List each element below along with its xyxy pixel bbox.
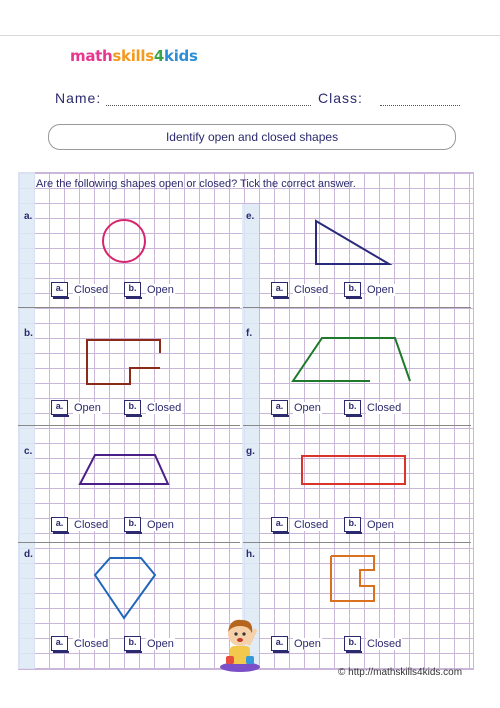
option-label: Open bbox=[147, 283, 174, 296]
question-letter: f. bbox=[246, 328, 253, 339]
option-label: Open bbox=[294, 401, 321, 414]
kid-mascot-illustration bbox=[216, 612, 264, 672]
class-label: Class: bbox=[318, 90, 363, 106]
shape-g-rectangle bbox=[302, 456, 405, 484]
option-a[interactable] bbox=[51, 517, 109, 532]
logo-part-skills: skills bbox=[112, 47, 154, 65]
option-b[interactable] bbox=[344, 282, 395, 297]
checkbox[interactable]: a. bbox=[271, 282, 288, 297]
option-b[interactable] bbox=[344, 400, 402, 415]
option-label: Closed bbox=[367, 637, 402, 650]
shape-c-trapezoid bbox=[80, 455, 168, 484]
option-b[interactable] bbox=[344, 517, 395, 532]
checkbox[interactable]: b. bbox=[124, 400, 141, 415]
logo-part-math: math bbox=[70, 47, 113, 65]
question-letter: g. bbox=[246, 446, 255, 457]
option-label: Open bbox=[294, 637, 321, 650]
option-label: Open bbox=[367, 518, 394, 531]
checkbox[interactable]: a. bbox=[51, 400, 68, 415]
shape-f-open-trapezoid bbox=[293, 338, 410, 381]
shape-e-triangle bbox=[316, 221, 389, 264]
option-a[interactable] bbox=[51, 400, 102, 415]
checkbox[interactable]: b. bbox=[344, 636, 361, 651]
logo-part-kids: kids bbox=[164, 47, 198, 65]
option-label: Open bbox=[367, 283, 394, 296]
checkbox[interactable]: a. bbox=[51, 517, 68, 532]
option-b[interactable] bbox=[344, 636, 402, 651]
checkbox[interactable]: a. bbox=[271, 636, 288, 651]
option-a[interactable] bbox=[271, 282, 329, 297]
option-a[interactable] bbox=[51, 282, 109, 297]
question-letter: h. bbox=[246, 549, 255, 560]
shape-b-open-figure bbox=[87, 340, 160, 384]
option-a[interactable] bbox=[271, 400, 322, 415]
option-b[interactable] bbox=[124, 282, 175, 297]
checkbox[interactable]: a. bbox=[271, 400, 288, 415]
question-letter: a. bbox=[24, 211, 33, 222]
option-label: Closed bbox=[294, 283, 329, 296]
checkbox[interactable]: b. bbox=[124, 636, 141, 651]
shape-d-pentagon bbox=[95, 558, 155, 618]
option-label: Open bbox=[74, 401, 101, 414]
shape-h-notched-rectangle bbox=[331, 556, 374, 601]
shape-a-circle bbox=[103, 220, 145, 262]
option-a[interactable] bbox=[271, 636, 322, 651]
question-letter: e. bbox=[246, 211, 255, 222]
checkbox[interactable]: a. bbox=[51, 282, 68, 297]
question-letter: b. bbox=[24, 328, 33, 339]
instruction-text: Are the following shapes open or closed? Tick the correct answer. bbox=[36, 178, 356, 190]
name-label: Name: bbox=[55, 90, 102, 106]
footer-url: © http://mathskills4kids.com bbox=[338, 667, 463, 678]
checkbox[interactable]: a. bbox=[271, 517, 288, 532]
option-label: Closed bbox=[147, 401, 182, 414]
checkbox[interactable]: b. bbox=[344, 282, 361, 297]
option-b[interactable] bbox=[124, 400, 182, 415]
question-letter: d. bbox=[24, 549, 33, 560]
option-a[interactable] bbox=[51, 636, 109, 651]
option-label: Closed bbox=[367, 401, 402, 414]
option-label: Closed bbox=[74, 637, 109, 650]
option-label: Closed bbox=[74, 283, 109, 296]
option-label: Open bbox=[147, 518, 174, 531]
checkbox[interactable]: b. bbox=[344, 517, 361, 532]
checkbox[interactable]: a. bbox=[51, 636, 68, 651]
checkbox[interactable]: b. bbox=[344, 400, 361, 415]
logo-part-4: 4 bbox=[153, 47, 165, 65]
option-label: Closed bbox=[294, 518, 329, 531]
option-a[interactable] bbox=[271, 517, 329, 532]
option-b[interactable] bbox=[124, 517, 175, 532]
option-label: Closed bbox=[74, 518, 109, 531]
option-label: Open bbox=[147, 637, 174, 650]
checkbox[interactable]: b. bbox=[124, 282, 141, 297]
worksheet-title: Identify open and closed shapes bbox=[48, 124, 456, 150]
checkbox[interactable]: b. bbox=[124, 517, 141, 532]
question-letter: c. bbox=[24, 446, 33, 457]
option-b[interactable] bbox=[124, 636, 175, 651]
